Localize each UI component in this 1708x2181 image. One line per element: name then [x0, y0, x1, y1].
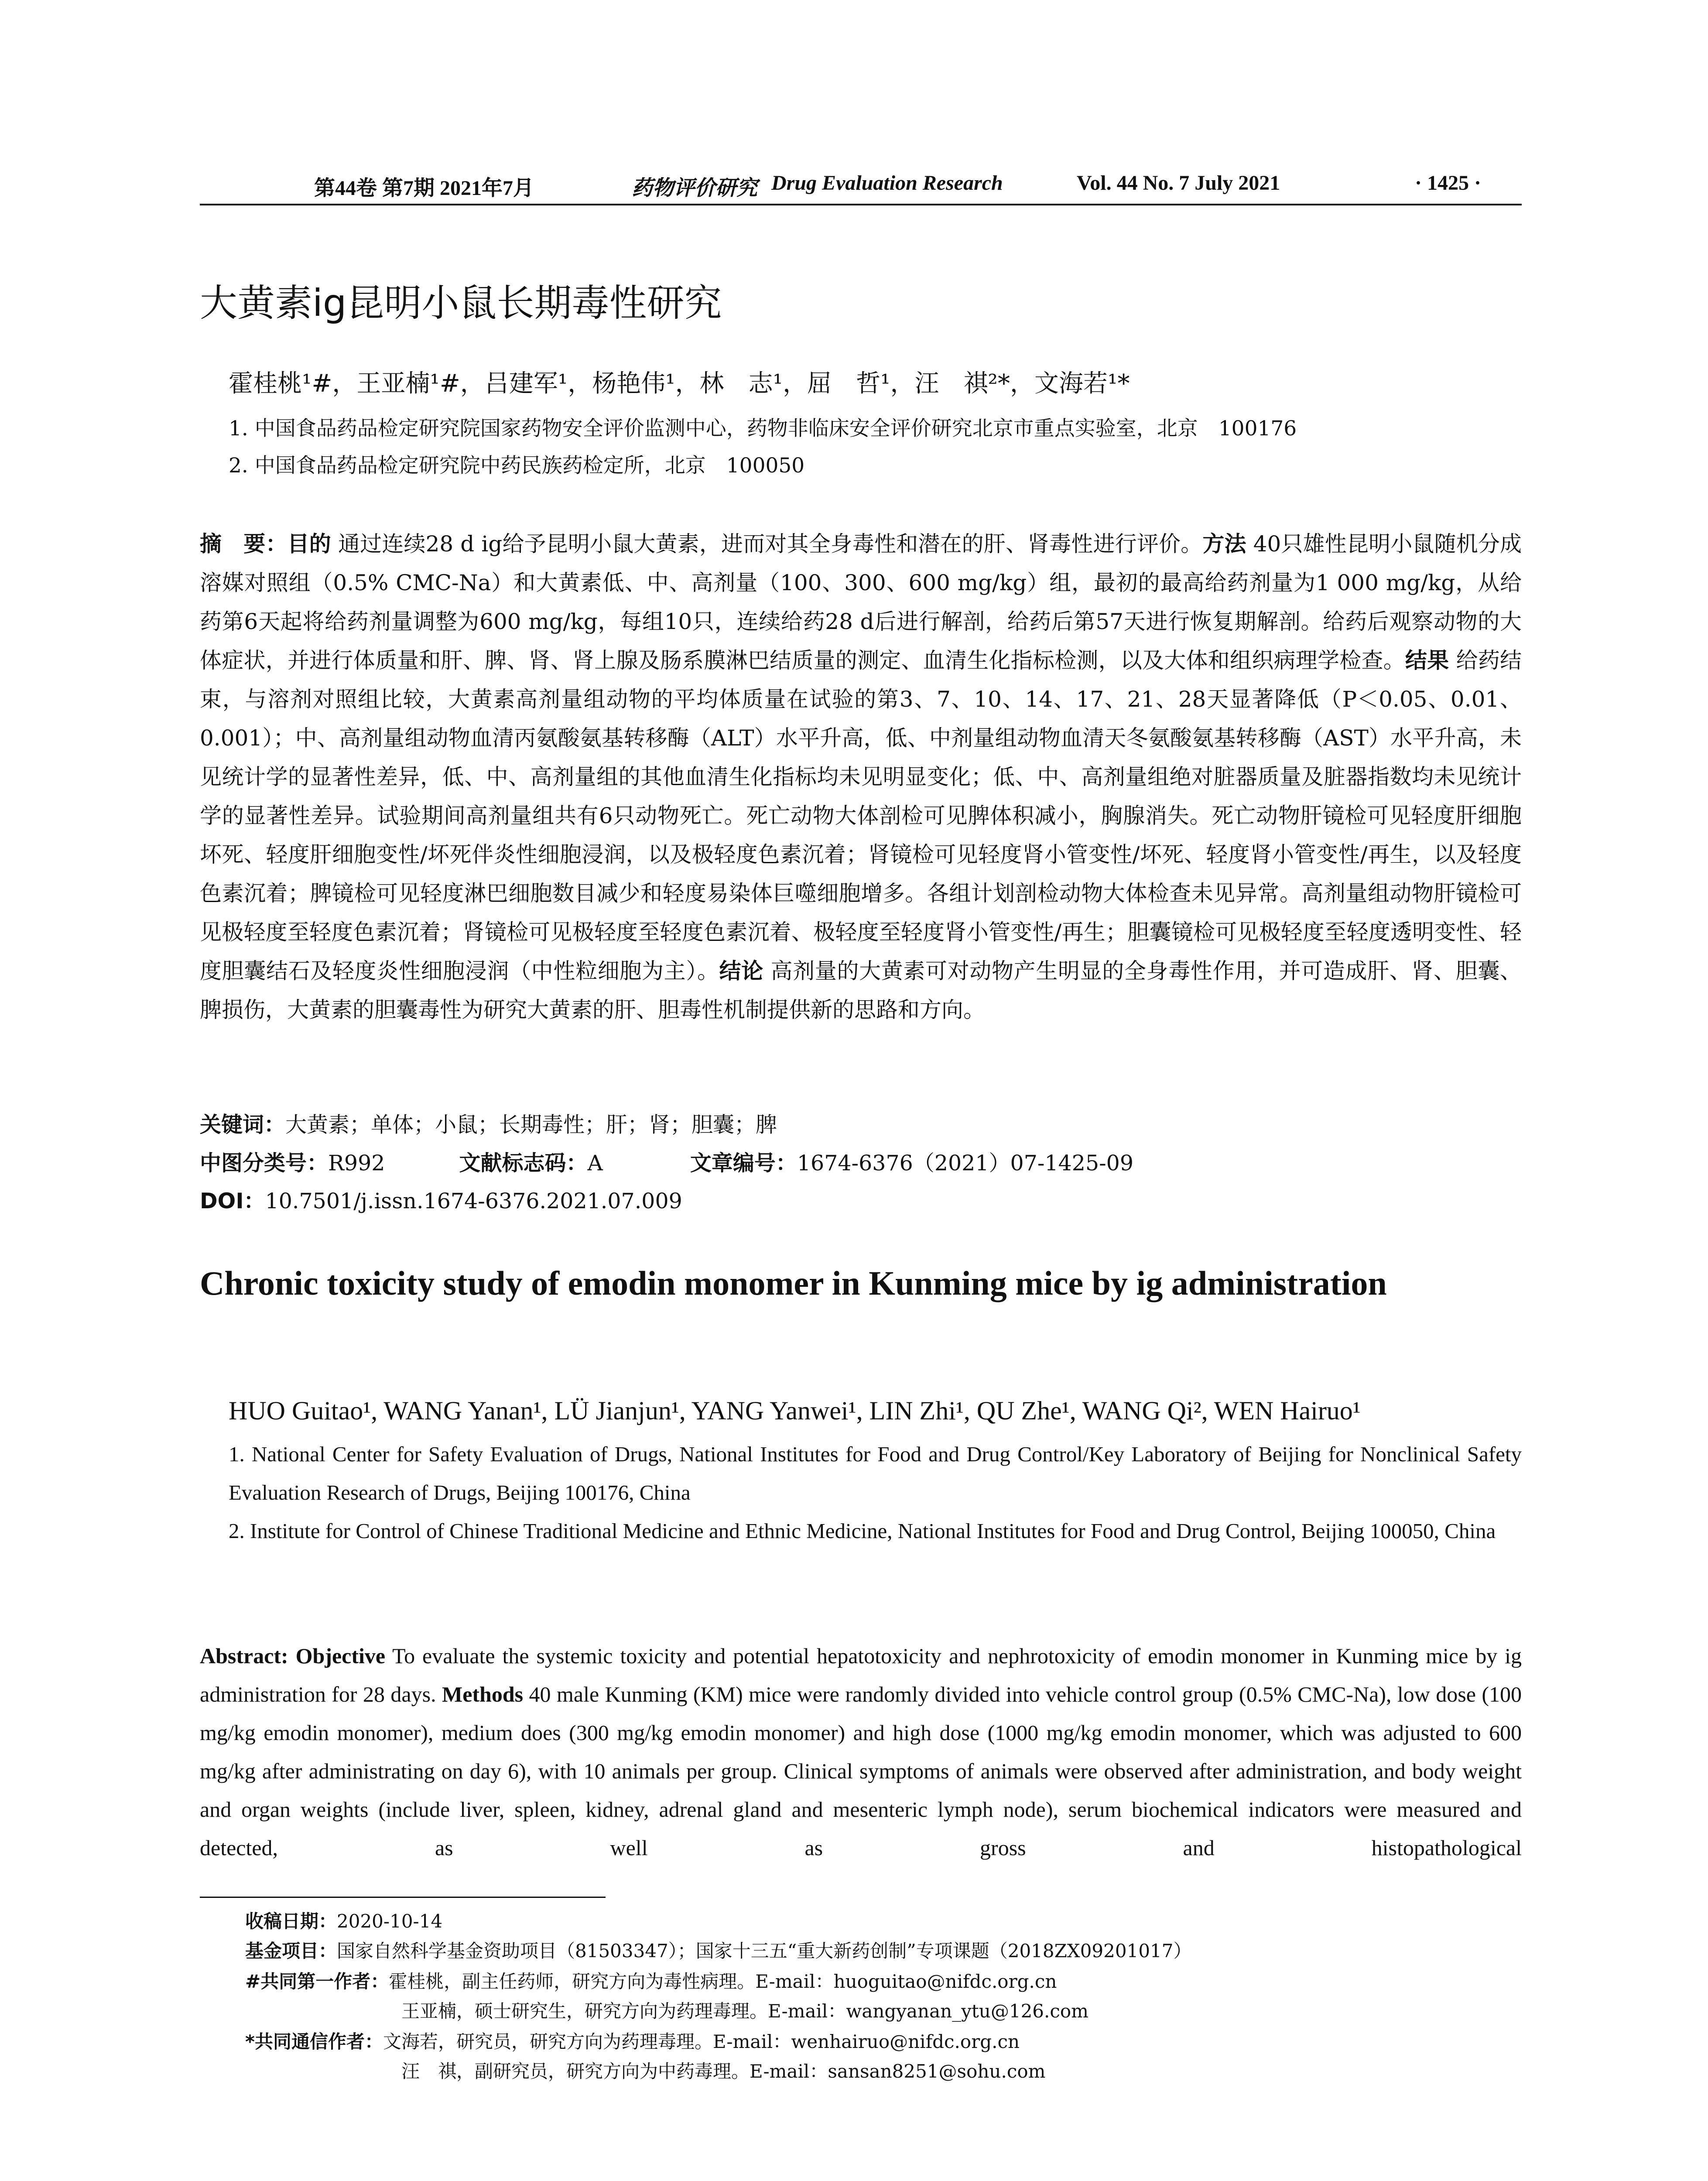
methods-en: 40 male Kunming (KM) mice were randomly divided into vehicle control group (0.5% CMC-Na), low dose (100 mg/kg emodin monomer), medium does (300 mg/kg emodin monomer) and high dose (1000 mg/kg emodin monomer, which was adjusted to 600 mg/kg after administrating on day 6), with 10 animals per group. Clinical symptoms of animals were observed after administration, and body weight and organ weights (include liver, spleen, kidney, adrenal gland and mesenteric lymph node), serum biochemical indicators were measured and detected, as well as gross and histopathological	[200, 1682, 1522, 1860]
corr-2: 汪 祺，副研究员，研究方向为中药毒理。E-mail：sansan8251@sohu.com	[401, 2061, 1046, 2082]
conclusion-zh: 高剂量的大黄素可对动物产生明显的全身毒性作用，并可造成肝、肾、胆囊、脾损伤，大黄素的胆囊毒性为研究大黄素的肝、胆毒性机制提供新的思路和方向。	[200, 958, 1522, 1022]
objective-zh: 通过连续28 d ig给予昆明小鼠大黄素，进而对其全身毒性和潜在的肝、肾毒性进行评价。	[331, 531, 1203, 557]
footnote-rule	[200, 1897, 606, 1898]
methods-zh-label: 方法	[1202, 531, 1246, 557]
affiliation-zh-2: 2. 中国食品药品检定研究院中药民族药检定所，北京 100050	[229, 454, 805, 478]
journal-logo: 药物评价研究	[632, 176, 758, 200]
header-journal-en: Drug Evaluation Research	[771, 171, 1003, 195]
header-volume-en: Vol. 44 No. 7 July 2021	[1077, 171, 1280, 195]
methods-zh: 40只雄性昆明小鼠随机分成溶媒对照组（0.5% CMC-Na）和大黄素低、中、高剂量（100、300、600 mg/kg）组，最初的最高给药剂量为1 000 mg/kg，从给药第6天起将给药剂量调整为600 mg/kg，每组10只，连续给药28 d后进行解剖，给药后第57天进行恢复期解剖。给药后观察动物的大体症状，并进行体质量和肝、脾、肾、肾上腺及肠系膜淋巴结质量的测定、血清生化指标检测，以及大体和组织病理学检查。	[200, 531, 1522, 673]
keywords-zh-value: 大黄素；单体；小鼠；长期毒性；肝；肾；胆囊；脾	[285, 1112, 777, 1137]
results-zh: 给药结束，与溶剂对照组比较，大黄素高剂量组动物的平均体质量在试验的第3、7、10、14、17、21、28天显著降低（P＜0.05、0.01、0.001）；中、高剂量组动物血清丙氨酸氨基转移酶（ALT）水平升高，低、中剂量组动物血清天冬氨酸氨基转移酶（AST）水平升高，未见统计学的显著性差异，低、中、高剂量组的其他血清生化指标均未见明显变化；低、中、高剂量组绝对脏器质量及脏器指数均未见统计学的显著性差异。试验期间高剂量组共有6只动物死亡。死亡动物大体剖检可见脾体积减小，胸腺消失。死亡动物肝镜检可见轻度肝细胞坏死、轻度肝细胞变性/坏死伴炎性细胞浸润，以及极轻度色素沉着；肾镜检可见轻度肾小管变性/坏死、轻度肾小管变性/再生，以及轻度色素沉着；脾镜检可见轻度淋巴细胞数目减少和轻度易染体巨噬细胞增多。各组计划剖检动物大体检查未见异常。高剂量组动物肝镜检可见极轻度至轻度色素沉着；肾镜检可见极轻度至轻度色素沉着、极轻度至轻度肾小管变性/再生；胆囊镜检可见极轻度至轻度透明变性、轻度胆囊结石及轻度炎性细胞浸润（中性粒细胞为主）。	[200, 648, 1522, 984]
article-number-label: 文章编号：	[690, 1151, 797, 1176]
keywords-zh	[200, 1108, 777, 1138]
header-rule	[200, 204, 1522, 205]
clc-label: 中图分类号：	[200, 1151, 329, 1176]
objective-zh-label: 目的	[287, 531, 331, 557]
footnote-fund	[245, 1937, 1191, 1963]
affiliation-en-1: 1. National Center for Safety Evaluation of Drugs, National Institutes for Food and Drug Control/Key Laboratory of Beijing for Nonclinical Safety Evaluation Research of Drugs, Beijing 100176, China	[229, 1442, 1522, 1504]
abstract-en	[200, 1637, 1522, 1867]
fund-label: 基金项目：	[245, 1940, 337, 1962]
clc-value: R992	[328, 1151, 385, 1176]
title-zh: 大黄素ig昆明小鼠长期毒性研究	[200, 281, 722, 325]
footnote-corresponding	[245, 2027, 1020, 2054]
conclusion-zh-label: 结论	[719, 958, 763, 984]
results-zh-label: 结果	[1405, 648, 1449, 673]
article-number-value: 1674-6376（2021）07-1425-09	[797, 1151, 1134, 1176]
received-value: 2020-10-14	[337, 1911, 443, 1932]
doi-label: DOI：	[200, 1189, 265, 1214]
corr-label: *共同通信作者：	[245, 2031, 383, 2052]
title-en: Chronic toxicity study of emodin monomer in Kunming mice by ig administration	[200, 1264, 1387, 1302]
footnote-received	[245, 1907, 442, 1933]
authors-en: HUO Guitao¹, WANG Yanan¹, LÜ Jianjun¹, YANG Yanwei¹, LIN Zhi¹, QU Zhe¹, WANG Qi², WEN Hairuo¹	[229, 1396, 1361, 1425]
abstract-zh-label: 摘 要：	[200, 531, 288, 557]
cofirst-label: #共同第一作者：	[245, 1971, 389, 1992]
abstract-zh	[200, 525, 1522, 1029]
classification-line	[200, 1146, 1133, 1177]
doi-line	[200, 1184, 682, 1215]
keywords-zh-label: 关键词：	[200, 1112, 286, 1137]
methods-en-label: Methods	[442, 1682, 524, 1706]
affiliation-zh-1: 1. 中国食品药品检定研究院国家药物安全评价监测中心，药物非临床安全评价研究北京市重点实验室，北京 100176	[229, 417, 1297, 441]
doc-code-label: 文献标志码：	[459, 1151, 588, 1176]
authors-zh: 霍桂桃¹#，王亚楠¹#，吕建军¹，杨艳伟¹，林 志¹，屈 哲¹，汪 祺²*，文海若¹*	[229, 369, 1130, 398]
abstract-en-label: Abstract:	[200, 1644, 288, 1668]
running-header	[200, 171, 1522, 202]
cofirst-1: 霍桂桃，副主任药师，研究方向为毒性病理。E-mail：huoguitao@nifdc.org.cn	[389, 1971, 1057, 1992]
received-label: 收稿日期：	[245, 1911, 337, 1932]
doi-value: 10.7501/j.issn.1674-6376.2021.07.009	[265, 1189, 682, 1214]
affiliation-en-2: 2. Institute for Control of Chinese Traditional Medicine and Ethnic Medicine, National Institutes for Food and Drug Control, Beijing 100050, China	[229, 1519, 1496, 1543]
footnote-cofirst	[245, 1967, 1057, 1993]
objective-en-label: Objective	[295, 1644, 386, 1668]
cofirst-2: 王亚楠，硕士研究生，研究方向为药理毒理。E-mail：wangyanan_ytu@126.com	[401, 2000, 1089, 2022]
header-volume-zh: 第44卷 第7期 2021年7月	[314, 177, 534, 200]
corr-1: 文海若，研究员，研究方向为药理毒理。E-mail：wenhairuo@nifdc.org.cn	[383, 2031, 1020, 2052]
header-page-number: · 1425 ·	[1415, 171, 1482, 195]
objective-en: To evaluate the systemic toxicity and potential hepatotoxicity and nephrotoxicity of emodin monomer in Kunming mice by ig administration for 28 days.	[200, 1644, 1522, 1706]
fund-value: 国家自然科学基金资助项目（81503347）；国家十三五“重大新药创制”专项课题（2018ZX09201017）	[337, 1940, 1192, 1962]
doc-code-value: A	[587, 1151, 603, 1176]
